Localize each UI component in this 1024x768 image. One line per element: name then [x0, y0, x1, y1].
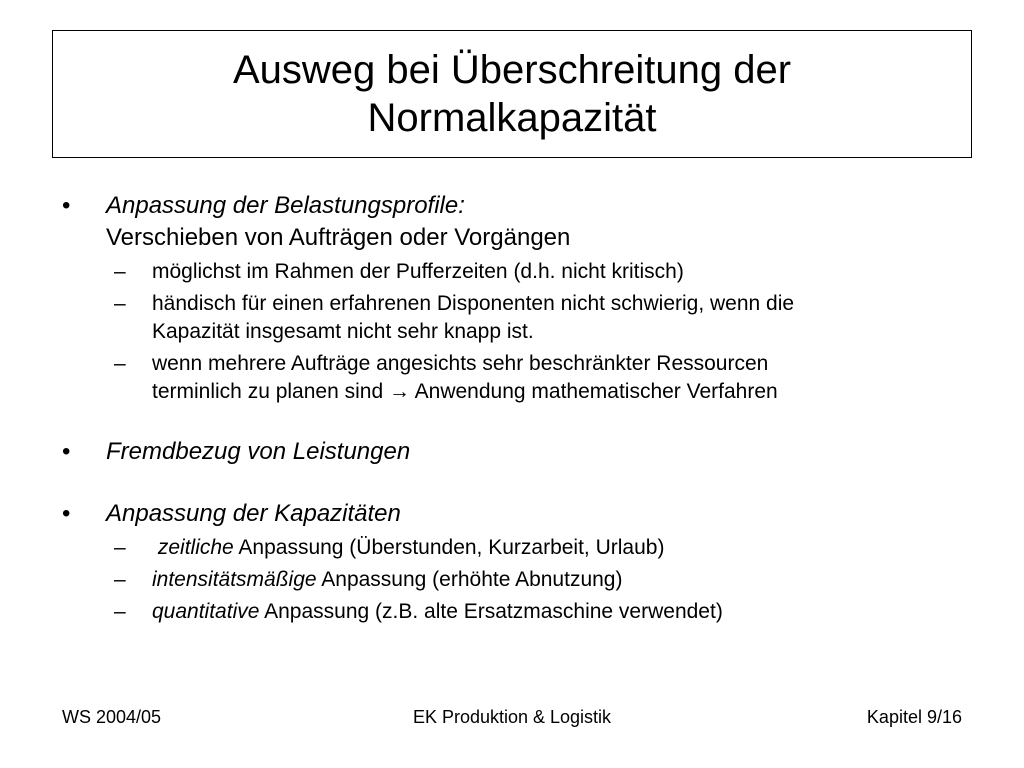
sub-item-text: Anpassung (Überstunden, Kurzarbeit, Urlaub) — [233, 536, 665, 559]
slide-content — [62, 190, 962, 626]
sub-item-text: händisch für einen erfahrenen Disponenten nicht schwierig, wenn die — [152, 292, 795, 315]
sub-item-emphasis: intensitätsmäßige — [152, 568, 317, 591]
sub-item — [62, 290, 962, 346]
sub-item-emphasis: zeitliche — [157, 536, 234, 559]
slide-title-line-2: Normalkapazität — [367, 96, 657, 140]
dash-marker: – — [114, 352, 126, 375]
slide-title — [233, 46, 791, 142]
slide-title-line-1: Ausweg bei Überschreitung der — [232, 48, 792, 92]
sub-item — [62, 534, 962, 562]
sub-item-text-with-arrow — [152, 378, 962, 406]
sub-item-text: Kapazität insgesamt nicht sehr knapp ist. — [152, 320, 534, 343]
bullet-marker: • — [62, 192, 71, 219]
dash-marker: – — [114, 260, 126, 283]
dash-marker: – — [114, 292, 126, 315]
bullet-item — [62, 190, 962, 222]
sub-item — [62, 350, 962, 406]
bullet-marker: • — [62, 438, 71, 465]
bullet-heading: Anpassung der Kapazitäten — [106, 500, 401, 527]
sub-item — [62, 598, 962, 626]
sub-item-emphasis: quantitative — [152, 600, 260, 623]
bullet-item — [62, 436, 962, 468]
bullet-marker: • — [62, 500, 71, 527]
sub-item — [62, 258, 962, 286]
dash-marker: – — [114, 536, 126, 559]
title-box — [52, 30, 972, 158]
sub-item-text: möglichst im Rahmen der Pufferzeiten (d.h. nicht kritisch) — [152, 260, 684, 283]
footer-course-name: EK Produktion & Logistik — [412, 707, 612, 727]
bullet-item — [62, 498, 962, 530]
sub-item-text: Anwendung mathematischer Verfahren — [409, 380, 778, 403]
footer-page-number: Kapitel 9/16 — [866, 707, 962, 727]
sub-item-text: Anpassung (erhöhte Abnutzung) — [316, 568, 623, 591]
footer-semester: WS 2004/05 — [62, 707, 162, 727]
bullet-heading: Anpassung der Belastungsprofile: — [106, 192, 465, 219]
sub-item-text: terminlich zu planen sind — [152, 380, 389, 403]
sub-item — [62, 566, 962, 594]
bullet-continuation: Verschieben von Aufträgen oder Vorgängen — [106, 224, 571, 251]
dash-marker: – — [114, 568, 126, 591]
sub-item-text: wenn mehrere Aufträge angesichts sehr beschränkter Ressourcen — [152, 352, 769, 375]
arrow-right-icon: → — [388, 380, 410, 403]
dash-marker: – — [114, 600, 126, 623]
bullet-heading: Fremdbezug von Leistungen — [106, 438, 411, 465]
sub-item-text: Anpassung (z.B. alte Ersatzmaschine verwendet) — [259, 600, 723, 623]
